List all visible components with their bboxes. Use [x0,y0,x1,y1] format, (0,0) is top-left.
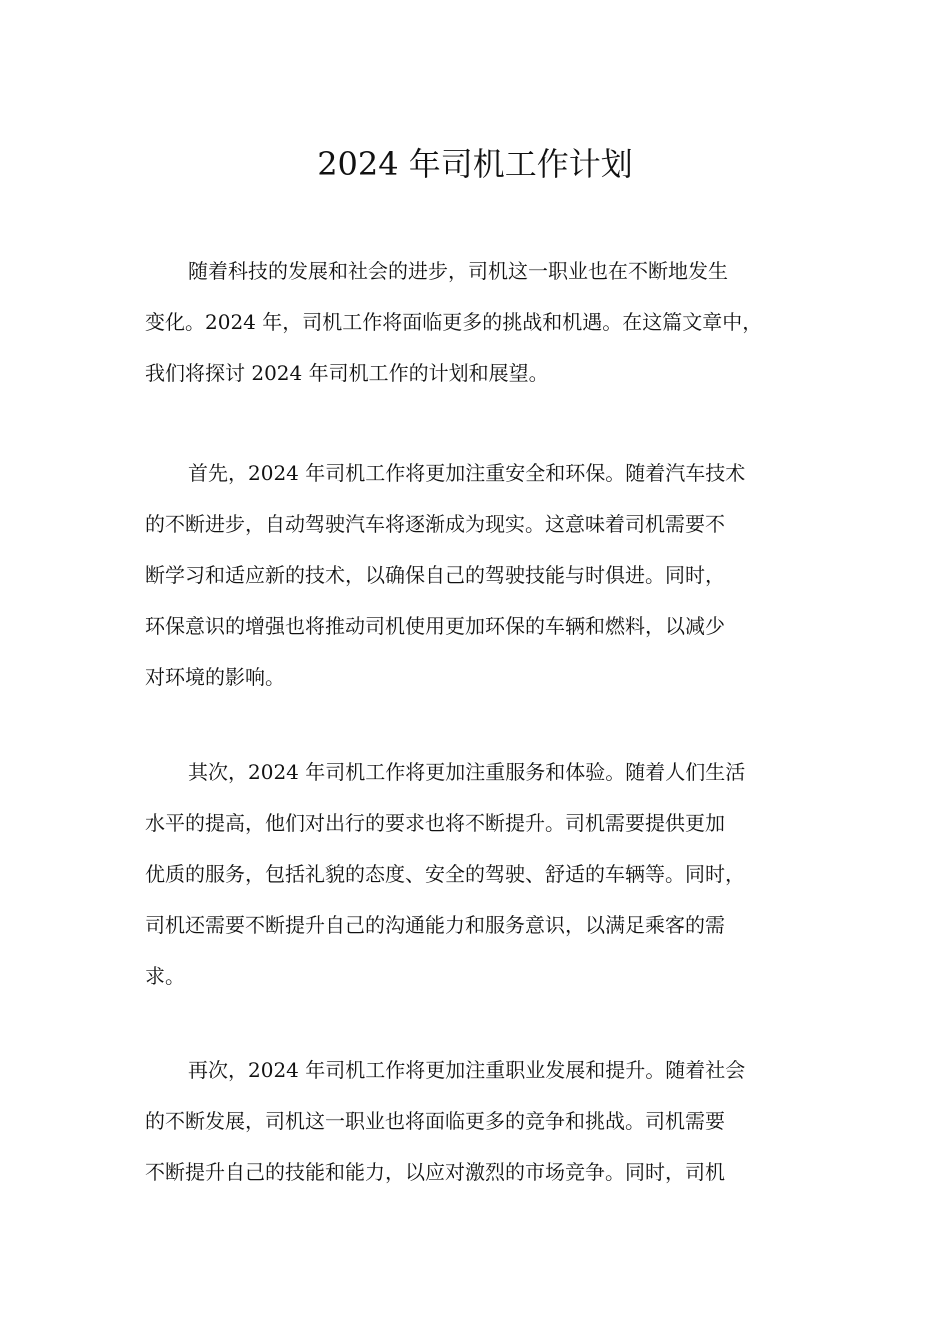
paragraph-intro [145,246,835,399]
paragraph-line: 首先，2024 年司机工作将更加注重安全和环保。随着汽车技术 [188,461,746,485]
paragraph-line: 我们将探讨 2024 年司机工作的计划和展望。 [145,361,549,385]
paragraph-line: 司机还需要不断提升自己的沟通能力和服务意识，以满足乘客的需 [145,913,725,937]
paragraph-career [145,1045,835,1198]
paragraph-service [145,747,835,1002]
paragraph-line: 断学习和适应新的技术，以确保自己的驾驶技能与时俱进。同时， [145,563,725,587]
paragraph-line: 再次，2024 年司机工作将更加注重职业发展和提升。随着社会 [188,1058,746,1082]
paragraph-line: 优质的服务，包括礼貌的态度、安全的驾驶、舒适的车辆等。同时， [145,862,745,886]
paragraph-line: 不断提升自己的技能和能力，以应对激烈的市场竞争。同时，司机 [145,1160,725,1184]
paragraph-safety [145,448,835,703]
paragraph-line: 随着科技的发展和社会的进步，司机这一职业也在不断地发生 [188,259,728,283]
document-title: 2024 年司机工作计划 [317,145,633,183]
paragraph-line: 水平的提高，他们对出行的要求也将不断提升。司机需要提供更加 [145,811,725,835]
paragraph-line: 对环境的影响。 [145,665,285,689]
paragraph-line: 的不断发展，司机这一职业也将面临更多的竞争和挑战。司机需要 [145,1109,725,1133]
paragraph-line: 其次，2024 年司机工作将更加注重服务和体验。随着人们生活 [188,760,746,784]
paragraph-line: 环保意识的增强也将推动司机使用更加环保的车辆和燃料，以减少 [145,614,725,638]
paragraph-line: 变化。2024 年，司机工作将面临更多的挑战和机遇。在这篇文章中， [145,310,763,334]
paragraph-line: 求。 [145,964,185,988]
paragraph-line: 的不断进步，自动驾驶汽车将逐渐成为现实。这意味着司机需要不 [145,512,725,536]
